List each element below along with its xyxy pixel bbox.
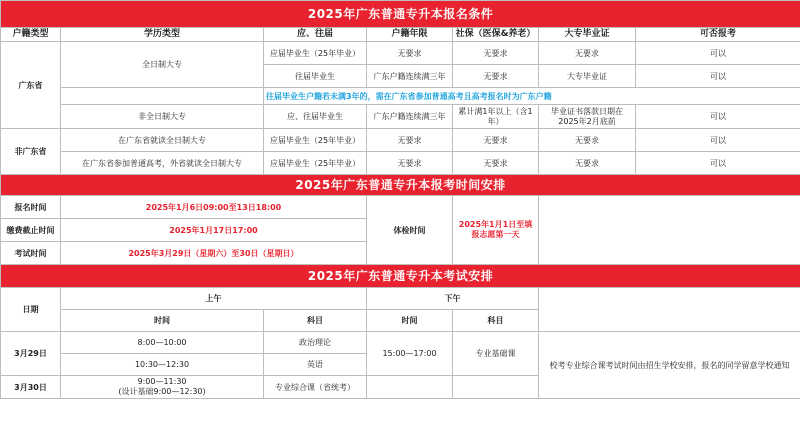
cell: 可以 [636,42,800,65]
cell: 15:00—17:00 [367,332,453,376]
cell: 应届毕业生（25年毕业） [264,42,367,65]
cell: 非全日制大专 [61,105,264,129]
cell: 应、往届毕业生 [264,105,367,129]
pay-value: 2025年1月17日17:00 [61,219,367,242]
time-line-sub: (设计基础9:00—12:30) [118,387,206,396]
col-header: 学历类型 [61,28,264,42]
section-title-conditions: 2025年广东普通专升本报名条件 [1,1,800,28]
cell: 无要求 [453,42,539,65]
cell: 在广东省就读全日制大专 [61,129,264,152]
reg-value: 2025年1月6日09:00至13日18:00 [61,196,367,219]
cell: 大专毕业证 [539,65,636,88]
table-row [1,196,800,219]
cell: 无要求 [453,152,539,175]
cell: 可以 [636,105,800,129]
date-cell: 3月29日 [1,332,61,376]
table-row [1,105,800,129]
table-row [1,332,800,354]
cell: 8:00—10:00 [61,332,264,354]
pm-subject-header: 科目 [453,310,539,332]
cell: 广东户籍连续满三年 [367,105,453,129]
table-row [1,288,800,310]
col-header: 社保（医保&养老） [453,28,539,42]
table-row [1,129,800,152]
section-title-schedule: 2025年广东普通专升本报考时间安排 [1,175,800,196]
cell: 英语 [264,354,367,376]
col-header: 户籍年限 [367,28,453,42]
time-line: 9:00—11:30 [137,377,187,386]
section-title-exam: 2025年广东普通专升本考试安排 [1,265,800,288]
cell: 在广东省参加普通高考，外省就读全日制大专 [61,152,264,175]
pm-header: 下午 [367,288,539,310]
cell [61,376,264,399]
cell: 无要求 [539,42,636,65]
cell: 可以 [636,129,800,152]
exam-label: 考试时间 [1,242,61,265]
cell: 可以 [636,152,800,175]
header-row [1,28,800,42]
cell: 无要求 [453,65,539,88]
cell: 毕业证书落款日期在2025年2月底前 [539,105,636,129]
cell: 应届毕业生（25年毕业） [264,129,367,152]
exam-value: 2025年3月29日（星期六）至30日（星期日） [61,242,367,265]
col-header: 应、往届 [264,28,367,42]
cell: 无要求 [367,152,453,175]
am-header: 上午 [61,288,367,310]
exam-note: 校考专业综合课考试时间由招生学校安排，报名的同学留意学校通知 [539,332,800,399]
am-time-header: 时间 [61,310,264,332]
cell: 无要求 [539,152,636,175]
pm-time-header: 时间 [367,310,453,332]
check-value: 2025年1月1日至填报志愿第一天 [453,196,539,265]
cell: 专业基础课 [453,332,539,376]
edu-type: 全日制大专 [61,42,264,88]
am-subject-header: 科目 [264,310,367,332]
cell: 无要求 [367,129,453,152]
cell: 无要求 [453,129,539,152]
cell: 无要求 [539,129,636,152]
note-text: 往届毕业生户籍若未满3年的，需在广东省参加普通高考且高考报名时为广东户籍 [264,88,800,105]
cell: 累计满1年以上（含1年） [453,105,539,129]
hukou-guangdong: 广东省 [1,42,61,129]
reg-label: 报名时间 [1,196,61,219]
cell: 往届毕业生 [264,65,367,88]
cell: 政治理论 [264,332,367,354]
cell: 应届毕业生（25年毕业） [264,152,367,175]
table-row [1,152,800,175]
cell: 无要求 [367,42,453,65]
date-cell: 3月30日 [1,376,61,399]
col-header: 户籍类型 [1,28,61,42]
col-header: 可否报考 [636,28,800,42]
col-header: 大专毕业证 [539,28,636,42]
hukou-non-guangdong: 非广东省 [1,129,61,175]
check-label: 体检时间 [367,196,453,265]
note-row [1,88,800,105]
cell: 广东户籍连续满三年 [367,65,453,88]
table-row [1,42,800,65]
cell: 10:30—12:30 [61,354,264,376]
cell: 专业综合课（省统考） [264,376,367,399]
date-header: 日期 [1,288,61,332]
pay-label: 缴费截止时间 [1,219,61,242]
cell: 可以 [636,65,800,88]
